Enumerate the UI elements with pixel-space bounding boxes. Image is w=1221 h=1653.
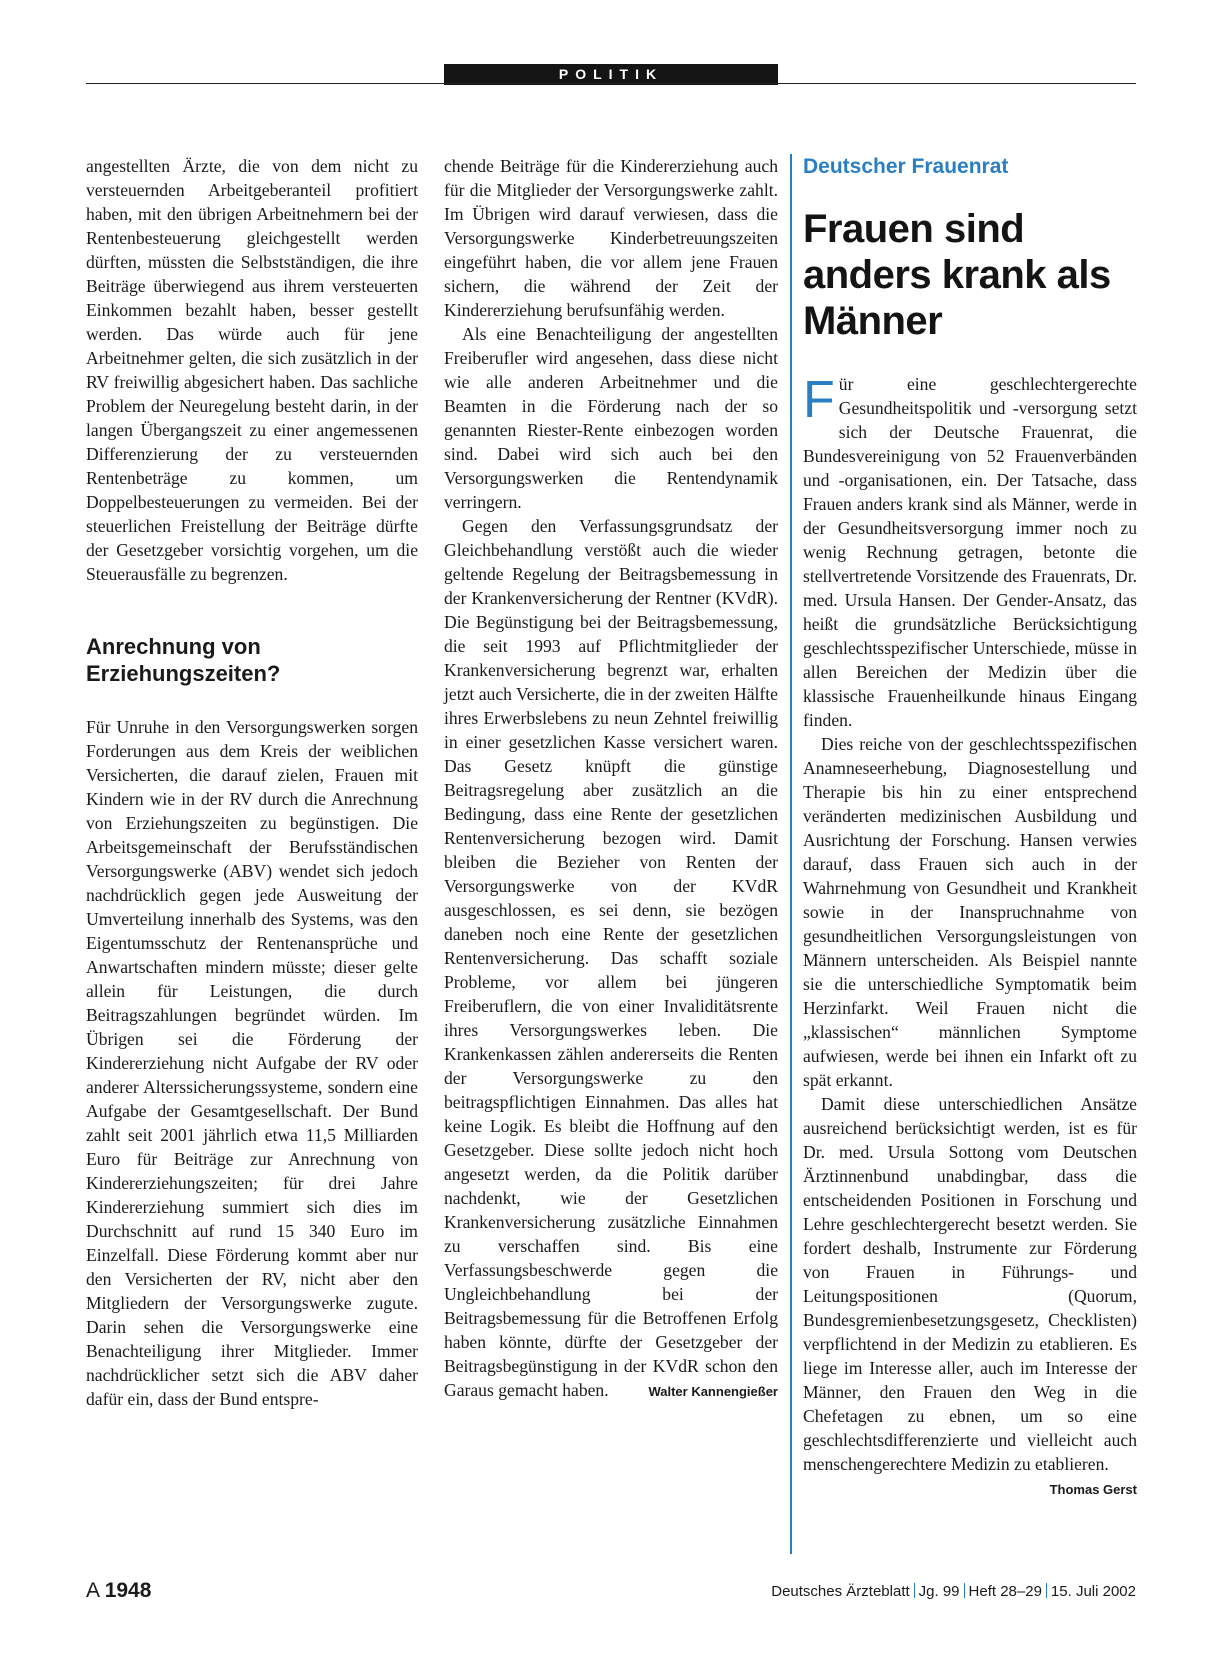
paragraph: Für Unruhe in den Versorgungswerken sorgen Forderungen aus dem Kreis der weiblichen Versicherten, die darauf zielen, Frauen mit Kindern wie in der RV durch die Anrechnung von Erziehungszeiten zu begünstigen. Die Arbeitsgemeinschaft der Berufsständischen Versorgungswerke (ABV) wendet sich jedoch nachdrücklich gegen jede Ausweitung der Umverteilung innerhalb des Systems, was den Eigentumsschutz der Rentenansprüche und Anwartschaften mindern müsste; dieser gelte allein für Leistungen, die durch Beitragszahlungen begründet würden. Im Übrigen sei die Förderung der Kindererziehung nicht Aufgabe der RV oder anderer Alterssicherungssysteme, sondern eine Aufgabe der Gesamtgesellschaft. Der Bund zahlt seit 2001 jährlich etwa 11,5 Milliarden Euro für Beiträge zur Anrechnung von Kindererziehungszeiten; für drei Jahre Kindererziehung summiert sich dies im Durchschnitt auf rund 15 340 Euro im Einzelfall. Diese Förderung kommt aber nur den Versicherten der RV, nicht aber den Mitgliedern der Versorgungswerke zugute. Darin sehen die Versorgungswerke eine Benachteiligung ihrer Mitglieder. Immer nachdrücklicher setzt sich die ABV daher dafür ein, dass der Bund entspre- — [86, 717, 418, 1409]
page-footer — [86, 1579, 1136, 1609]
article-headline: Frauen sind anders krank als Männer — [803, 207, 1111, 343]
column-3-article — [803, 154, 1137, 1502]
paragraph-text: Gegen den Verfassungsgrundsatz der Gleichbehandlung verstößt auch die wieder geltende Regelung der Beitragsbemessung in der Krankenversicherung der Rentner (KVdR). Die Begünstigung bei der Beitragsbemessung, die seit 1993 auf Pflichtmitglieder der Krankenversicherung begrenzt war, erhalten jetzt auch Versicherte, die in der zweiten Hälfte ihres Erwerbslebens zu neun Zehntel freiwillig in einer gesetzlichen Kasse versichert waren. Das Gesetz knüpft die günstige Beitragsregelung aber zusätzlich an die Bedingung, dass eine Rente der gesetzlichen Rentenversicherung bezogen wird. Damit bleiben die Bezieher von Renten der Versorgungswerke von der KVdR ausgeschlossen, es sei denn, sie bezögen daneben noch eine Rente der gesetzlichen Rentenversicherung. Das schafft soziale Probleme, vor allem bei jüngeren Freiberuflern, die von einer Invaliditätsrente ihres Versorgungswerkes leben. Die Krankenkassen zählen andererseits die Renten der Versorgungswerke zu den beitragspflichtigen Einnahmen. Das alles hat keine Logik. Es bleibt die Hoffnung auf den Gesetzgeber. Diese sollte jedoch nicht hoch angesetzt werden, da die Politik darüber nachdenkt, wie der Gesetzlichen Krankenversicherung zusätzliche Einnahmen zu verschaffen sind. Bis eine Verfassungsbeschwerde gegen die Ungleichbehandlung bei der Beitragsbemessung für die Betroffenen Erfolg haben könnte, dürfte der Gesetzgeber der Beitragsbegünstigung in der KVdR schon den Garaus gemacht haben. — [444, 516, 778, 1400]
drop-cap: F — [803, 371, 835, 429]
paragraph: Als eine Benachteiligung der angestellten Freiberufler wird angesehen, dass diese nicht wie alle anderen Arbeitnehmer und die Beamten in die Förderung nach der so genannten Riester-Rente einbezogen worden sind. Dabei wird sich auch bei den Versorgungswerken die Rentendynamik verringern. — [444, 324, 778, 512]
journal-name: Deutsches Ärzteblatt — [771, 1583, 910, 1600]
paragraph: chende Beiträge für die Kindererziehung auch für die Mitglieder der Versorgungswerke zahlt. Im Übrigen wird darauf verwiesen, dass die Versorgungswerke Kinderbetreuungszeiten eingeführt haben, die vor allem jene Frauen sichern, die während der Zeit der Kindererziehung berufsunfähig werden. — [444, 156, 778, 320]
column-divider — [790, 154, 792, 1554]
issue-date: 15. Juli 2002 — [1050, 1583, 1136, 1600]
author-byline: Thomas Gerst — [1049, 1482, 1137, 1497]
page-number — [86, 1579, 151, 1603]
page-number-value: 1948 — [104, 1579, 152, 1602]
paragraph-text: Damit diese unterschiedlichen Ansätze ausreichend berücksichtigt werden, ist es für Dr. med. Ursula Sottong vom Deutschen Ärztinnenbund unabdingbar, dass die entscheidenden Positionen in Forschung und Lehre geschlechtergerecht besetzt werden. Sie fordert deshalb, Instrumente zur Förderung von Frauen in Führungs- und Leitungspositionen (Quorum, Bundesgremienbesetzungsgesetz, Checklisten) verpflichtend in der Medizin zu etablieren. Es liege im Interesse aller, auch im Interesse der Männer, den Frauen den Weg in die Chefetagen zu ebnen, um so eine geschlechtsdifferenzierte und vielleicht auch menschengerechtere Medizin zu etablieren. — [803, 1094, 1137, 1474]
column-1 — [86, 154, 418, 1411]
section-label: POLITIK — [444, 64, 778, 85]
separator — [964, 1583, 965, 1598]
volume: Jg. 99 — [918, 1583, 960, 1600]
separator — [1046, 1583, 1047, 1598]
column-2 — [444, 154, 778, 1404]
paragraph-with-byline — [803, 1092, 1137, 1497]
issue-info — [771, 1583, 1136, 1600]
paragraph: angestellten Ärzte, die von dem nicht zu versteuernden Arbeitgeberanteil profitiert haben, mit den übrigen Arbeitnehmern bei der Rentenbesteuerung gleichgestellt werden dürften, müssten die Selbstständigen, die ihre Beiträge überwiegend aus ihrem versteuerten Einkommen bezahlt haben, besser gestellt werden. Das würde auch für jene Arbeitnehmer gelten, die sich zusätzlich in der RV freiwillig abgesichert haben. Das sachliche Problem der Neuregelung besteht darin, in der langen Übergangszeit zu einer angemessenen Differenzierung der zu versteuernden Rentenbeträge zu kommen, um Doppelbesteuerungen zu vermeiden. Bei der steuerlichen Freistellung der Beiträge dürfte der Gesetzgeber vorsichtig vorgehen, um die Steuerausfälle zu begrenzen. — [86, 156, 418, 584]
article-kicker: Deutscher Frauenrat — [803, 155, 1009, 178]
subheading: Anrechnung von Erziehungszeiten? — [86, 634, 281, 686]
author-byline: Walter Kannengießer — [648, 1384, 778, 1399]
paragraph-with-byline — [444, 514, 778, 1402]
paragraph: Dies reiche von der geschlechtsspezifischen Anamneseerhebung, Diagnosestellung und Therapie bis hin zu einer entsprechend veränderten medizinischen Ausbildung und Ausrichtung der Forschung. Hansen verwies darauf, dass Frauen sich auch in der Wahrnehmung von Gesundheit und Krankheit sowie in der Inanspruchnahme von gesundheitlichen Versorgungsleistungen von Männern unterscheiden. Als Beispiel nannte sie die unterschiedliche Symptomatik beim Herzinfarkt. Weil Frauen nicht die „klassischen“ männlichen Symptome aufwiesen, werde bei ihnen ein Infarkt oft zu spät erkannt. — [803, 734, 1137, 1090]
header-rule — [86, 83, 1136, 84]
issue-number: Heft 28–29 — [968, 1583, 1042, 1600]
separator — [914, 1583, 915, 1598]
page-prefix: A — [86, 1579, 99, 1602]
paragraph-text: ür eine geschlechtergerechte Gesundheitspolitik und -versorgung setzt sich der Deutsche Frauenrat, die Bundesvereinigung von 52 Frauenverbänden und -organisationen, ein. Der Tatsache, dass Frauen anders krank sind als Männer, werde in der Gesundheitsversorgung immer noch zu wenig Rechnung getragen, betonte die stellvertretende Vorsitzende des Frauenrats, Dr. med. Ursula Hansen. Der Gender-Ansatz, das heißt die grundsätzliche Berücksichtigung geschlechtsspezifischer Unterschiede, müsse in allen Bereichen der Medizin über die klassische Frauenheilkunde hinaus Eingang finden. — [803, 374, 1137, 730]
paragraph-lead — [803, 372, 1137, 732]
